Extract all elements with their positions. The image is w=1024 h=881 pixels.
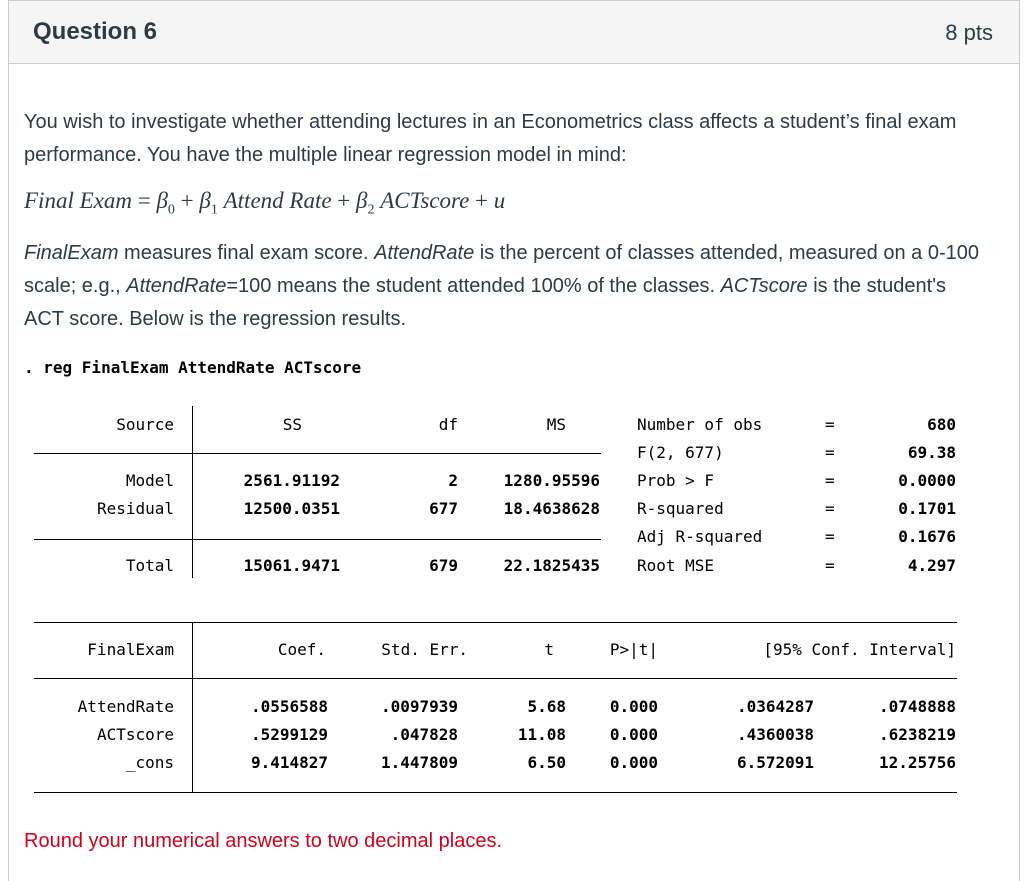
- stat-equals: =: [825, 499, 835, 518]
- coef-rule-top: [34, 622, 957, 623]
- anova-header-ms: MS: [546, 415, 566, 434]
- coef-row-p: 0.000: [609, 753, 658, 772]
- question-title: Question 6: [33, 18, 158, 45]
- coef-row-ci-low: .0364287: [736, 697, 814, 716]
- coef-row-coef: .5299129: [250, 725, 328, 744]
- stat-label: Number of obs: [637, 415, 763, 434]
- question-header: [9, 1, 1019, 64]
- anova-header-ss: SS: [282, 415, 302, 434]
- anova-header-source: Source: [116, 415, 174, 434]
- coef-row-p: 0.000: [609, 725, 658, 744]
- coef-row-coef: .0556588: [250, 697, 328, 716]
- anova-row-df: 679: [429, 556, 458, 575]
- stat-label: Prob > F: [637, 471, 715, 490]
- stat-label: F(2, 677): [637, 443, 724, 462]
- anova-row-df: 677: [429, 499, 458, 518]
- stat-value: 69.38: [907, 443, 956, 462]
- intro-text: You wish to investigate whether attending lectures in an Econometrics class affects a student’s final exam performance. You have the multiple linear regression model in mind:: [24, 111, 957, 166]
- coef-row-ci-high: 12.25756: [878, 753, 956, 772]
- stat-value: 0.1676: [898, 527, 956, 546]
- stat-equals: =: [825, 556, 835, 575]
- stat-equals: =: [825, 443, 835, 462]
- regression-equation: Final Exam = $\beta_0 + \beta_1$ Attend Rate + $\beta_2$ ACTscore + u: [24, 188, 506, 218]
- coef-row-se: .0097939: [380, 697, 458, 716]
- stat-label: R-squared: [637, 499, 724, 518]
- coef-row-ci-low: .4360038: [736, 725, 814, 744]
- anova-row-source: Residual: [96, 499, 174, 518]
- stat-value: 0.0000: [898, 471, 956, 490]
- anova-row-ms: 1280.95596: [503, 471, 600, 490]
- coef-rule-bottom: [34, 792, 957, 793]
- coef-header-coef: Coef.: [277, 640, 326, 659]
- anova-rule-top: [34, 453, 601, 454]
- coef-header-p: P>|t|: [609, 640, 658, 659]
- variable-description: FinalExam measures final exam score. AttendRate is the percent of classes attended, measured on a 0-100 scale; e.g., AttendRate=100 means the student attended 100% of the classes. ACTscore is the student's ACT score. Below is the regression results.: [24, 242, 979, 330]
- coef-row-se: 1.447809: [380, 753, 458, 772]
- anova-row-ms: 18.4638628: [503, 499, 600, 518]
- anova-row-ss: 12500.0351: [243, 499, 340, 518]
- stata-command: . reg FinalExam AttendRate ACTscore: [24, 358, 362, 377]
- coef-divider: [192, 622, 193, 792]
- coef-header-se: Std. Err.: [381, 640, 468, 659]
- stat-equals: =: [825, 415, 835, 434]
- anova-row-ss: 15061.9471: [243, 556, 340, 575]
- anova-row-ss: 2561.91192: [243, 471, 340, 490]
- coef-row-t: 6.50: [527, 753, 566, 772]
- stat-label: Adj R-squared: [637, 527, 763, 546]
- anova-row-source: Total: [125, 556, 174, 575]
- stat-label: Root MSE: [637, 556, 715, 575]
- anova-rule-bottom: [34, 539, 601, 540]
- coef-rule-mid: [34, 678, 957, 679]
- coef-row-t: 5.68: [527, 697, 566, 716]
- question-points: 8 pts: [945, 20, 993, 45]
- anova-divider: [192, 406, 193, 578]
- coef-row-coef: 9.414827: [250, 753, 328, 772]
- coef-row-se: .047828: [390, 725, 458, 744]
- coef-header-ci: [95% Conf. Interval]: [763, 640, 956, 659]
- coef-row-ci-low: 6.572091: [736, 753, 814, 772]
- coef-row-ci-high: .6238219: [878, 725, 956, 744]
- coef-row-t: 11.08: [517, 725, 566, 744]
- rounding-instruction: Round your numerical answers to two decimal places.: [24, 830, 502, 852]
- anova-row-df: 2: [448, 471, 458, 490]
- anova-row-source: Model: [125, 471, 174, 490]
- coef-row-name: AttendRate: [77, 697, 174, 716]
- stat-value: 4.297: [907, 556, 956, 575]
- coef-header-dep: FinalExam: [87, 640, 174, 659]
- coef-row-p: 0.000: [609, 697, 658, 716]
- stat-equals: =: [825, 471, 835, 490]
- stat-value: 0.1701: [898, 499, 956, 518]
- coef-row-name: _cons: [125, 753, 174, 772]
- coef-row-ci-high: .0748888: [878, 697, 956, 716]
- stat-equals: =: [825, 527, 835, 546]
- coef-row-name: ACTscore: [96, 725, 174, 744]
- stat-value: 680: [927, 415, 956, 434]
- coef-header-t: t: [544, 640, 554, 659]
- anova-row-ms: 22.1825435: [503, 556, 600, 575]
- anova-header-df: df: [438, 415, 458, 434]
